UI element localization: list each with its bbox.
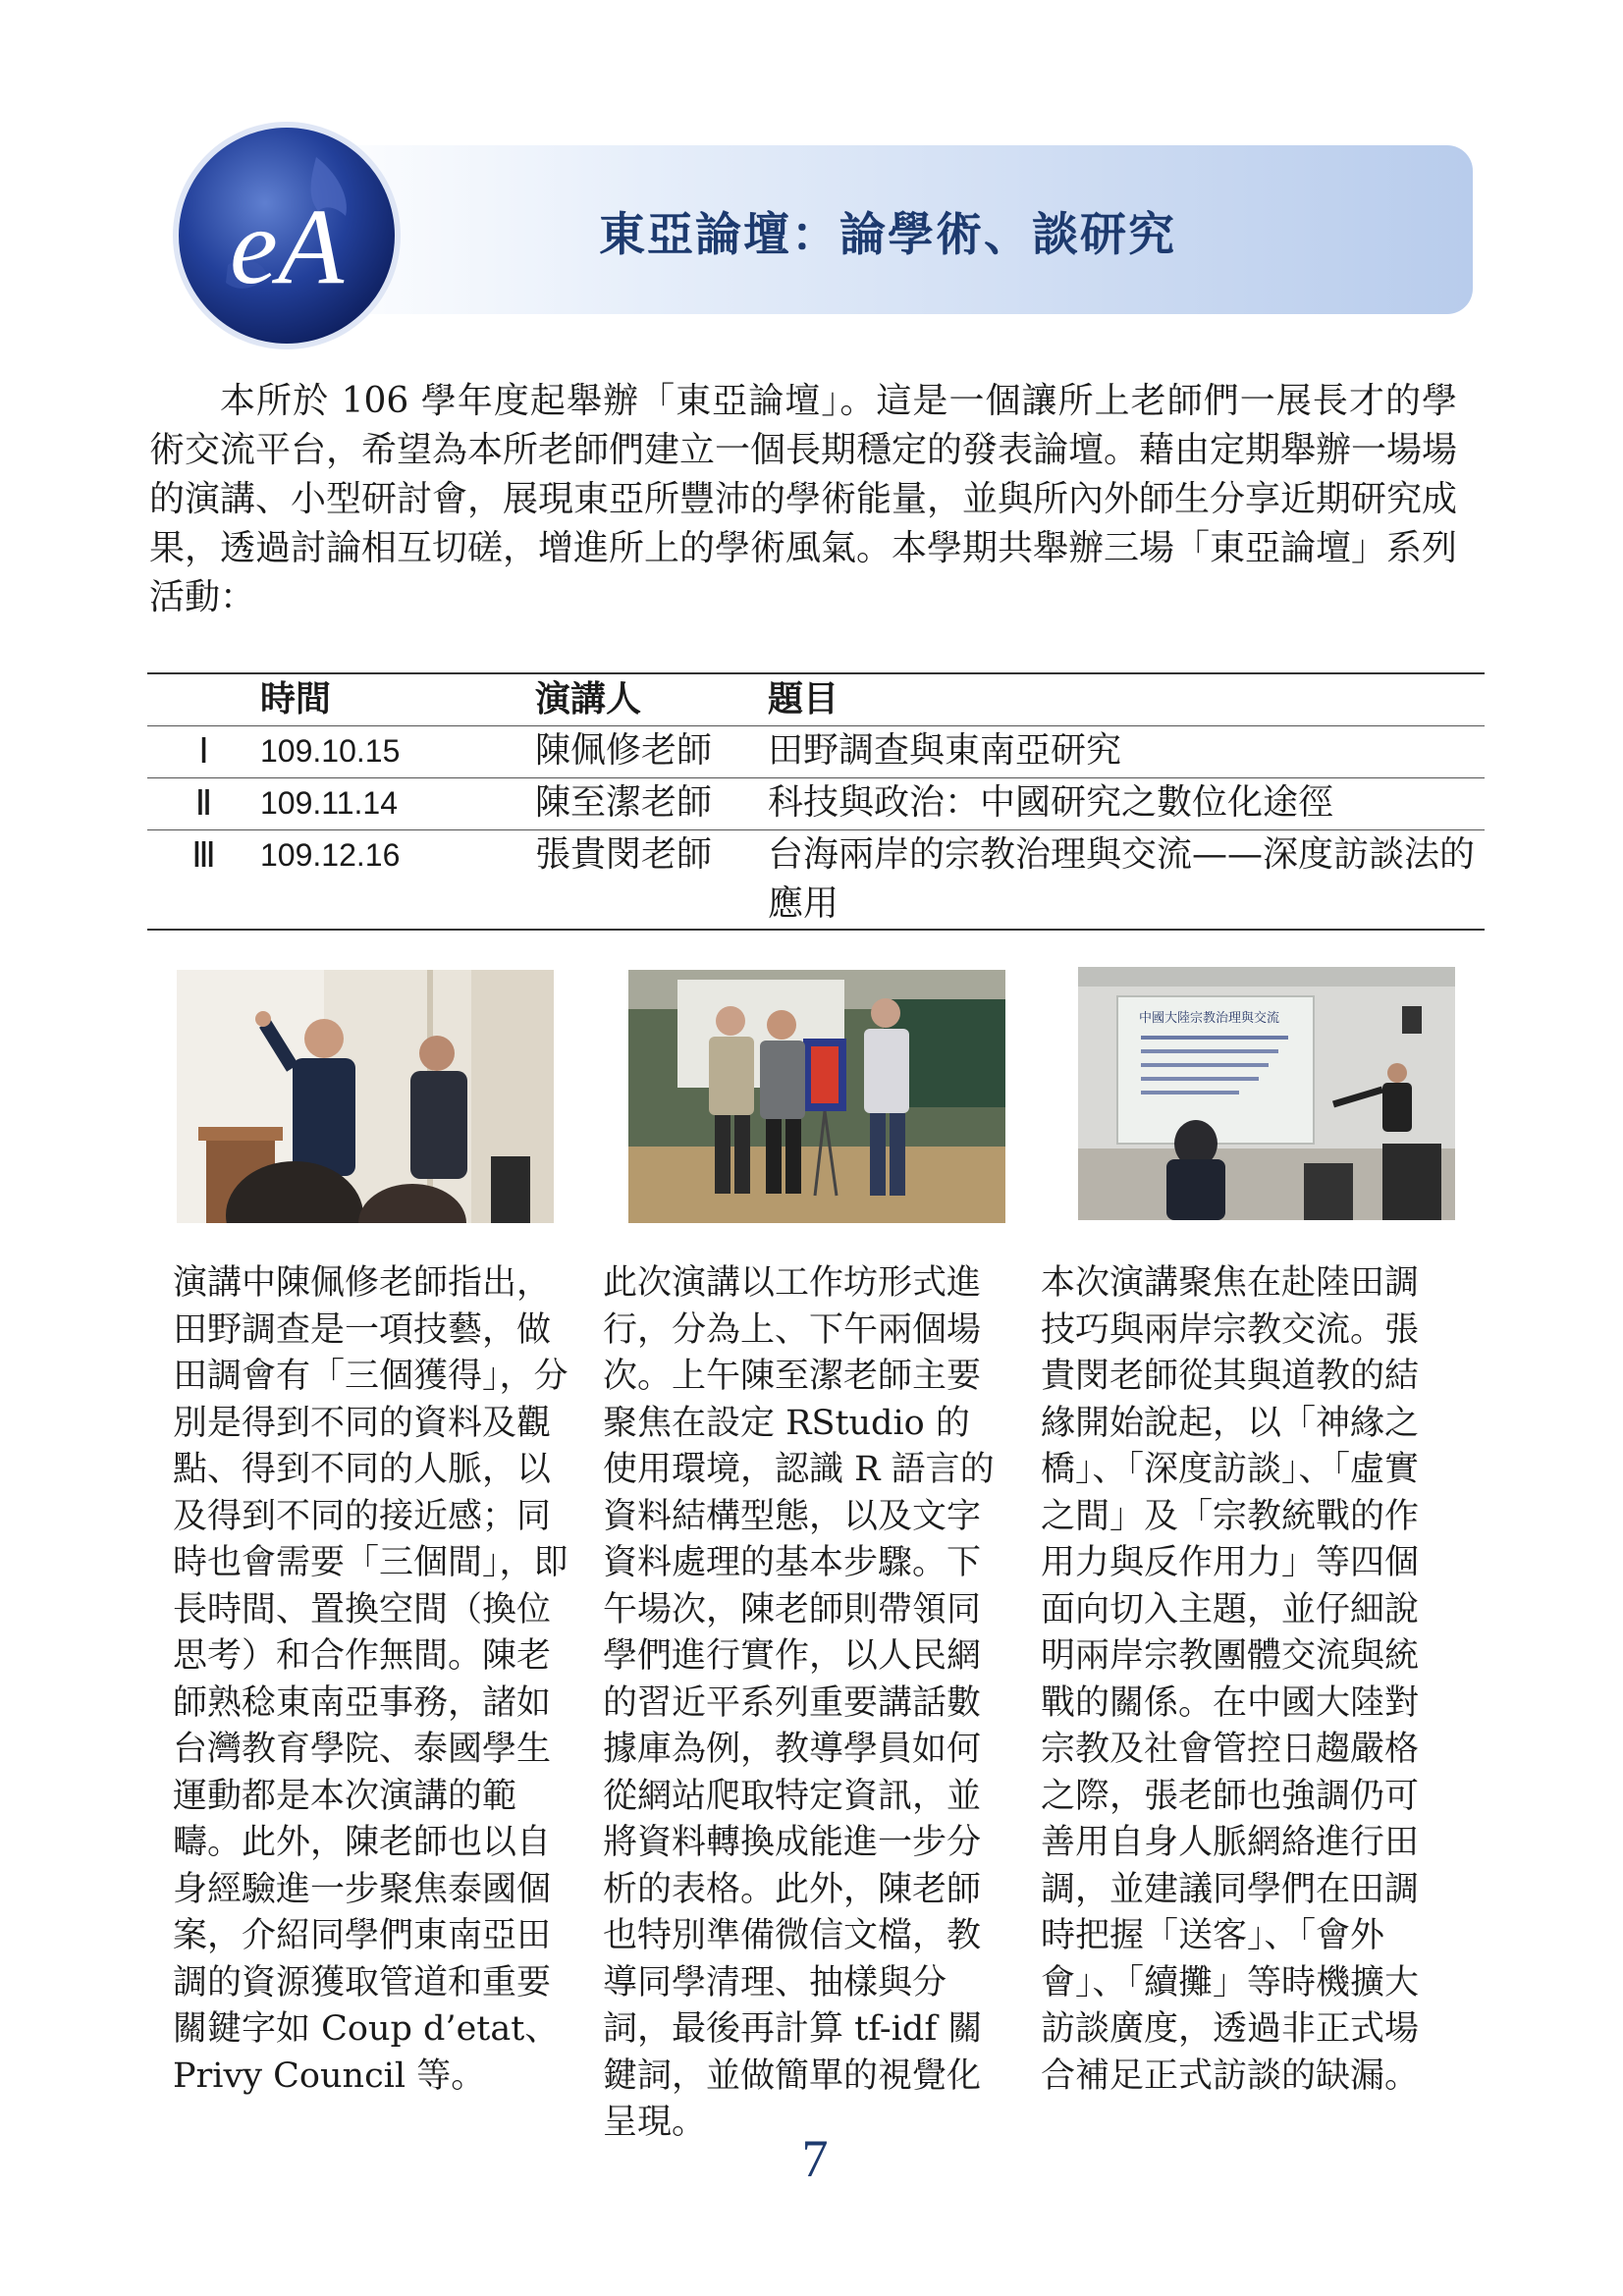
svg-text:中國大陸宗教治理與交流: 中國大陸宗教治理與交流 (1139, 1011, 1280, 1026)
row-number: Ⅰ (198, 731, 209, 771)
header-cell-no (147, 673, 260, 726)
row-speaker: 陳至潔老師 (535, 782, 713, 823)
row-topic: 台海兩岸的宗教治理與交流——深度訪談法的應用 (768, 834, 1476, 924)
row-date: 109.11.14 (260, 785, 398, 821)
row-topic: 田野調查與東南亞研究 (768, 730, 1122, 771)
row-number: Ⅱ (194, 783, 213, 823)
header-cell-topic: 題目 (768, 678, 839, 720)
table-row (147, 726, 1485, 778)
page-title: 東亞論壇：論學術、談研究 (599, 208, 1176, 262)
table-row (147, 778, 1485, 830)
row-topic: 科技與政治：中國研究之數位化途徑 (768, 782, 1334, 823)
event-photo-2 (628, 970, 1005, 1223)
column-text-2: 此次演講以工作坊形式進行，分為上、下午兩個場次。上午陳至潔老師主要聚焦在設定 RStudio 的使用環境，認識 R 語言的資料結構型態，以及文字資料處理的基本步驟。下午場次，陳老師則帶領同學們進行實作，以人民網的習近平系列重要講話數據庫為例，教導學員如何從網站爬取特定資訊，並將資料轉換成能進一步分析的表格。此外，陳老師也特別準備微信文檔，教導同學清理、抽樣與分詞，最後再計算 tf-idf 關鍵詞，並做簡單的視覺化呈現。 (603, 1263, 995, 2142)
row-speaker: 陳佩修老師 (535, 730, 713, 771)
row-number: Ⅲ (191, 835, 216, 875)
schedule-table (147, 672, 1485, 931)
event-photo-3 (1078, 967, 1455, 1220)
table-row (147, 830, 1485, 931)
table-header-row (147, 673, 1485, 726)
page-number: 7 (801, 2129, 829, 2188)
column-text-1: 演講中陳佩修老師指出，田野調查是一項技藝，做田調會有「三個獲得」，分別是得到不同的資料及觀點、得到不同的人脈，以及得到不同的接近感；同時也會需要「三個間」，即長時間、置換空間（換位思考）和合作無間。陳老師熟稔東南亞事務，諸如台灣教育學院、泰國學生運動都是本次演講的範疇。此外，陳老師也以自身經驗進一步聚焦泰國個案，介紹同學們東南亞田調的資源獲取管道和重要關鍵字如 Coup d’etat、Privy Council 等。 (173, 1263, 568, 2096)
header-cell-speaker: 演講人 (535, 678, 642, 720)
row-date: 109.10.15 (260, 733, 401, 769)
header-cell-date: 時間 (260, 678, 332, 720)
column-text-3: 本次演講聚焦在赴陸田調技巧與兩岸宗教交流。張貴閔老師從其與道教的結緣開始說起，以「神緣之橋」、「深度訪談」、「虛實之間」及「宗教統戰的作用力與反作用力」等四個面向切入主題，並仔細說明兩岸宗教團體交流與統戰的關係。在中國大陸對宗教及社會管控日趨嚴格之際，張老師也強調仍可善用自身人脈網絡進行田調，並建議同學們在田調時把握「送客」、「會外會」、「續攤」等時機擴大訪談廣度，透過非正式場合補足正式訪談的缺漏。 (1041, 1263, 1420, 2096)
institute-logo (169, 118, 405, 353)
event-photo-1 (177, 970, 554, 1223)
row-date: 109.12.16 (260, 837, 401, 873)
intro-paragraph: 本所於 106 學年度起舉辦「東亞論壇」。這是一個讓所上老師們一展長才的學術交流平台，希望為本所老師們建立一個長期穩定的發表論壇。藉由定期舉辦一場場的演講、小型研討會，展現東亞所豐沛的學術能量，並與所內外師生分享近期研究成果，透過討論相互切磋，增進所上的學術風氣。本學期共舉辦三場「東亞論壇」系列活動： (149, 381, 1458, 617)
row-speaker: 張貴閔老師 (535, 834, 713, 875)
svg-text:eA: eA (230, 187, 345, 306)
